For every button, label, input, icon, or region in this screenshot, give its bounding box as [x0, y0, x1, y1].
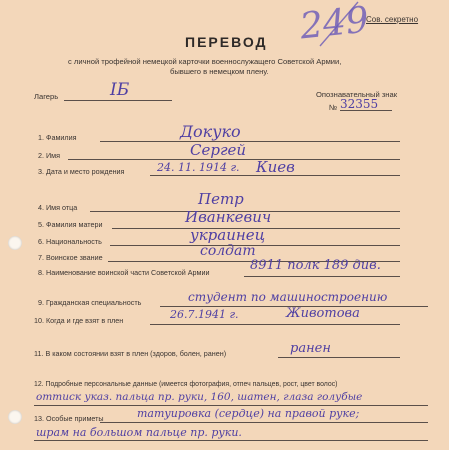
field-capture-date: 26.7.1941 г.: [170, 308, 239, 321]
field-civil-value: студент по машиностроению: [188, 290, 388, 304]
field-personal-value: оттиск указ. пальца пр. руки, 160, шатен, глаза голубые: [36, 391, 363, 403]
field-name-value: Сергей: [190, 141, 247, 159]
field-surname-label: 1. Фамилия: [38, 133, 77, 142]
field-birth-label: 3. Дата и место рождения: [38, 167, 125, 176]
camp-value: IБ: [110, 80, 130, 100]
camp-label: Лагерь: [34, 92, 59, 101]
field-birth-date: 24. 11. 1914 г.: [157, 161, 240, 174]
id-mark-value: 32355: [340, 97, 379, 111]
field-personal-label: 12. Подробные персональные данные (имеется фотография, отпеч пальцев, рост, цвет волос): [34, 381, 338, 388]
id-mark-no: №: [329, 103, 338, 112]
camp-line: [64, 100, 172, 101]
field-marks-value-2: шрам на большом пальце пр. руки.: [36, 426, 242, 439]
field-condition-value: ранен: [290, 341, 331, 356]
field-capture-line: [150, 324, 400, 325]
field-surname-line: [100, 141, 400, 142]
punch-hole-top: [8, 236, 22, 250]
field-marks-line: [100, 422, 428, 423]
field-capture-place: Животова: [286, 306, 360, 321]
field-nationality-value: украинец: [190, 226, 266, 244]
field-name-line: [68, 159, 400, 160]
field-condition-label: 11. В каком состоянии взят в плен (здоров, болен, ранен): [34, 349, 227, 358]
field-civil-label: 9. Гражданская специальность: [38, 298, 142, 307]
field-marks-value: татуировка (сердце) на правой руке;: [137, 407, 360, 420]
field-condition-line: [278, 357, 400, 358]
field-unit-line: [244, 276, 400, 277]
field-mother-label: 5. Фамилия матери: [38, 220, 103, 229]
field-mother-value: Иванкевич: [185, 208, 272, 226]
field-unit-label: 8. Наименование воинской части Советской Армии: [38, 268, 210, 277]
field-rank-label: 7. Воинское звание: [38, 253, 103, 262]
field-surname-value: Докуко: [180, 122, 241, 141]
field-rank-value: солдат: [200, 243, 256, 259]
field-father-label: 4. Имя отца: [38, 203, 78, 212]
handwritten-number: 249: [298, 0, 371, 48]
field-marks-line-2: [34, 440, 428, 441]
subtitle-line2: бывшего в немецком плену.: [170, 67, 269, 76]
field-marks-label: 13. Особые приметы: [34, 414, 104, 423]
field-nationality-label: 6. Национальность: [38, 237, 102, 246]
punch-hole-bottom: [8, 410, 22, 424]
field-father-value: Петр: [198, 190, 244, 208]
handwritten-slash: [312, 0, 372, 50]
subtitle-line1: с личной трофейной немецкой карточки военнослужащего Советской Армии,: [68, 57, 342, 66]
field-unit-value: 8911 полк 189 див.: [250, 258, 381, 273]
field-birth-place: Киев: [256, 158, 295, 176]
field-personal-line: [34, 405, 428, 406]
id-mark-label: Опознавательный знак: [316, 90, 398, 99]
field-capture-label: 10. Когда и где взят в плен: [34, 316, 124, 325]
field-name-label: 2. Имя: [38, 151, 60, 160]
document-title: ПЕРЕВОД: [185, 34, 268, 50]
secrecy-stamp: Сов. секретно: [366, 15, 419, 24]
